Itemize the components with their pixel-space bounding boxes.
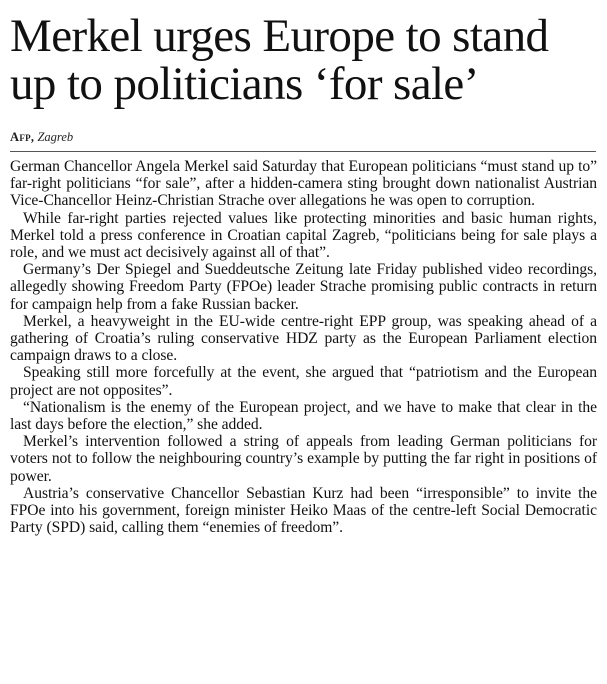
paragraph: German Chancellor Angela Merkel said Saturday that European politicians “must stand up to” far-right politicians “for sale”, after a hidden-camera sting brought down nationalist Austrian Vice-Chancellor Heinz-Christian Strache over allegations he was open to corruption. (10, 158, 597, 210)
paragraph: Merkel’s intervention followed a string of appeals from leading German politicians for voters not to follow the neighbouring country’s example by putting the far right in positions of power. (10, 433, 597, 485)
article-body (10, 158, 597, 536)
paragraph: Speaking still more forcefully at the event, she argued that “patriotism and the European project are not opposites”. (10, 364, 597, 399)
byline-location: Zagreb (37, 130, 74, 144)
paragraph: Austria’s conservative Chancellor Sebastian Kurz had been “irresponsible” to invite the FPOe into his government, foreign minister Heiko Maas of the centre-left Social Democratic Party (SPD) said, calling them “enemies of freedom”. (10, 484, 597, 537)
paragraph: While far-right parties rejected values like protecting minorities and basic human rights, Merkel told a press conference in Croatian capital Zagreb, “politicians being for sale plays a role, and we must act decisively against all of that”. (10, 209, 597, 262)
paragraph: Merkel, a heavyweight in the EU-wide centre-right EPP group, was speaking ahead of a gathering of Croatia’s ruling conservative HDZ party as the European Parliament election campaign draws to a close. (10, 312, 597, 365)
headline-line-1: Merkel urges Europe to stand (10, 10, 549, 62)
paragraph: “Nationalism is the enemy of the European project, and we have to make that clear in the last days before the election,” she added. (10, 398, 597, 434)
headline-line-2: up to politicians ‘for sale’ (10, 58, 479, 110)
headline (10, 12, 597, 108)
byline (10, 130, 597, 144)
byline-divider (10, 151, 596, 152)
paragraph: Germany’s Der Spiegel and Sueddeutsche Zeitung late Friday published video recordings, allegedly showing Freedom Party (FPOe) leader Strache promising public contracts in return for campaign help from a fake Russian backer. (10, 261, 597, 313)
byline-agency: Afp, (10, 130, 35, 144)
